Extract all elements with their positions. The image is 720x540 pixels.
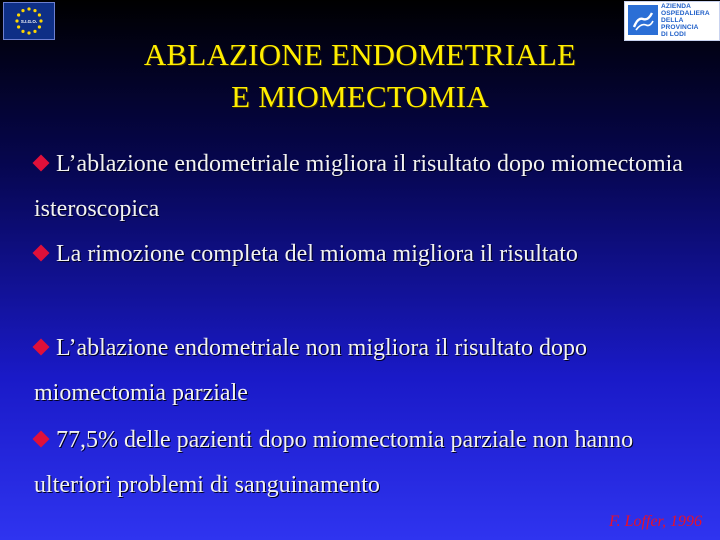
left-logo-text: S.I.G.O. (20, 19, 38, 24)
eu-stars-emblem-icon (4, 3, 54, 39)
diamond-bullet-icon (33, 245, 50, 262)
diamond-bullet-icon (33, 431, 50, 448)
slide-title-line1: ABLAZIONE ENDOMETRIALE (143, 37, 577, 72)
bullet-item (34, 418, 714, 508)
hospital-emblem-icon (628, 5, 658, 35)
diamond-bullet-icon (33, 339, 50, 356)
citation: F. Loffer, 1996 (608, 513, 702, 530)
slide-title (60, 34, 660, 118)
bullet-item (34, 142, 714, 232)
bullet-text: L’ablazione endometriale migliora il risultato dopo miomectomia isteroscopica (34, 151, 683, 222)
eu-stars-logo (3, 2, 55, 40)
bullet-item (34, 232, 714, 277)
slide-title-line2: E MIOMECTOMIA (231, 79, 489, 114)
bullet-text: 77,5% delle pazienti dopo miomectomia parziale non hanno ulteriori problemi di sanguinamento (34, 427, 634, 498)
diamond-bullet-icon (33, 155, 50, 172)
bullet-text: La rimozione completa del mioma migliora il risultato (56, 241, 578, 267)
bullet-item (34, 326, 714, 416)
bullet-text: L’ablazione endometriale non migliora il risultato dopo miomectomia parziale (34, 335, 587, 406)
hospital-name-text: AZIENDA OSPEDALIERA DELLA PROVINCIA DI LODI (661, 3, 710, 38)
